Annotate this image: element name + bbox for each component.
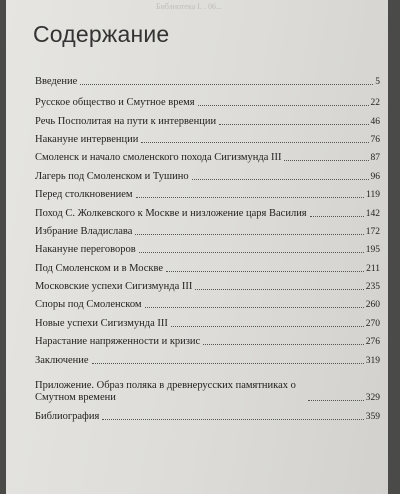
toc-entry [35,116,380,128]
toc-entry [35,171,380,183]
toc-entry [35,226,380,238]
toc-page-number: 5 [375,77,380,87]
toc-entry-title: Новые успехи Сигизмунда III [35,318,168,329]
toc-page-number: 319 [365,356,380,366]
toc-page-number: 22 [370,98,380,108]
toc-entry-title: Приложение. Образ поляка в древнерусских памятниках о Смутном времени [35,380,296,403]
dot-leader [135,234,363,235]
toc-entry [35,134,380,146]
toc-entry-title: Московские успехи Сигизмунда III [35,281,193,292]
toc-entry [35,263,380,275]
toc-entry [35,244,380,256]
toc-entry-title: Лагерь под Смоленском и Тушино [35,171,189,182]
toc-entry [35,189,380,201]
dot-leader [92,363,364,364]
toc-page-number: 195 [365,245,380,255]
toc-page-number: 76 [370,135,380,145]
page-title: Содержание [33,21,170,47]
toc-page-number: 142 [365,209,380,219]
toc-entry [35,318,380,330]
toc-page-number: 119 [366,190,380,200]
dot-leader [171,326,364,327]
dot-leader [284,160,368,161]
dot-leader [139,252,364,253]
toc-page-number: 96 [370,172,380,182]
toc-entry-title: Нарастание напряженности и кризис [35,336,201,347]
dot-leader [166,271,364,272]
toc-page-number: 87 [370,153,380,163]
toc-entry-title: Заключение [35,355,89,366]
toc-entry-title: Поход С. Жолкевского к Москве и низложение царя Василия [35,208,307,219]
dot-leader [195,289,363,290]
dot-leader [145,307,364,308]
toc-entry-title: Накануне переговоров [35,244,136,255]
toc-entry [35,355,380,367]
toc-entry-title: Избрание Владислава [35,226,133,237]
toc-entry-title: Смоленск и начало смоленского похода Сигизмунда III [35,152,282,163]
toc-page-number: 172 [365,227,380,237]
toc-page-number: 270 [365,319,380,329]
toc-entry-title: Библиография [35,411,100,422]
toc-page-number: 276 [365,337,380,347]
bleed-through-text: Библиотека I. . 06... [156,2,222,11]
dot-leader [308,400,364,401]
dot-leader [136,197,365,198]
book-page [6,0,388,494]
toc-entry-title: Накануне интервенции [35,134,139,145]
toc-entry-title: Под Смоленском и в Москве [35,263,164,274]
dot-leader [219,124,368,125]
toc-entry [35,281,380,293]
dot-leader [80,84,373,85]
toc-page-number: 211 [366,264,380,274]
toc-entry [35,299,380,311]
toc-entry [35,76,380,88]
toc-entry-title: Введение [35,76,78,87]
toc-entry [35,336,380,348]
toc-entry-title: Споры под Смоленском [35,299,142,310]
toc-entry [35,380,380,404]
dot-leader [198,105,369,106]
toc-page-number: 359 [365,412,380,422]
dot-leader [192,179,369,180]
toc-entry [35,411,380,423]
toc-page-number: 260 [365,300,380,310]
toc-page-number: 329 [365,393,380,403]
dot-leader [102,419,363,420]
toc-entry-title: Речь Посполитая на пути к интервенции [35,116,217,127]
dot-leader [310,216,364,217]
dot-leader [141,142,368,143]
toc-entry [35,152,380,164]
toc-page-number: 46 [370,117,380,127]
toc-entry-title: Русское общество и Смутное время [35,97,195,108]
dot-leader [203,344,364,345]
toc-page-number: 235 [365,282,380,292]
toc-entry [35,97,380,109]
toc-entry [35,208,380,220]
toc-entry-title: Перед столкновением [35,189,133,200]
